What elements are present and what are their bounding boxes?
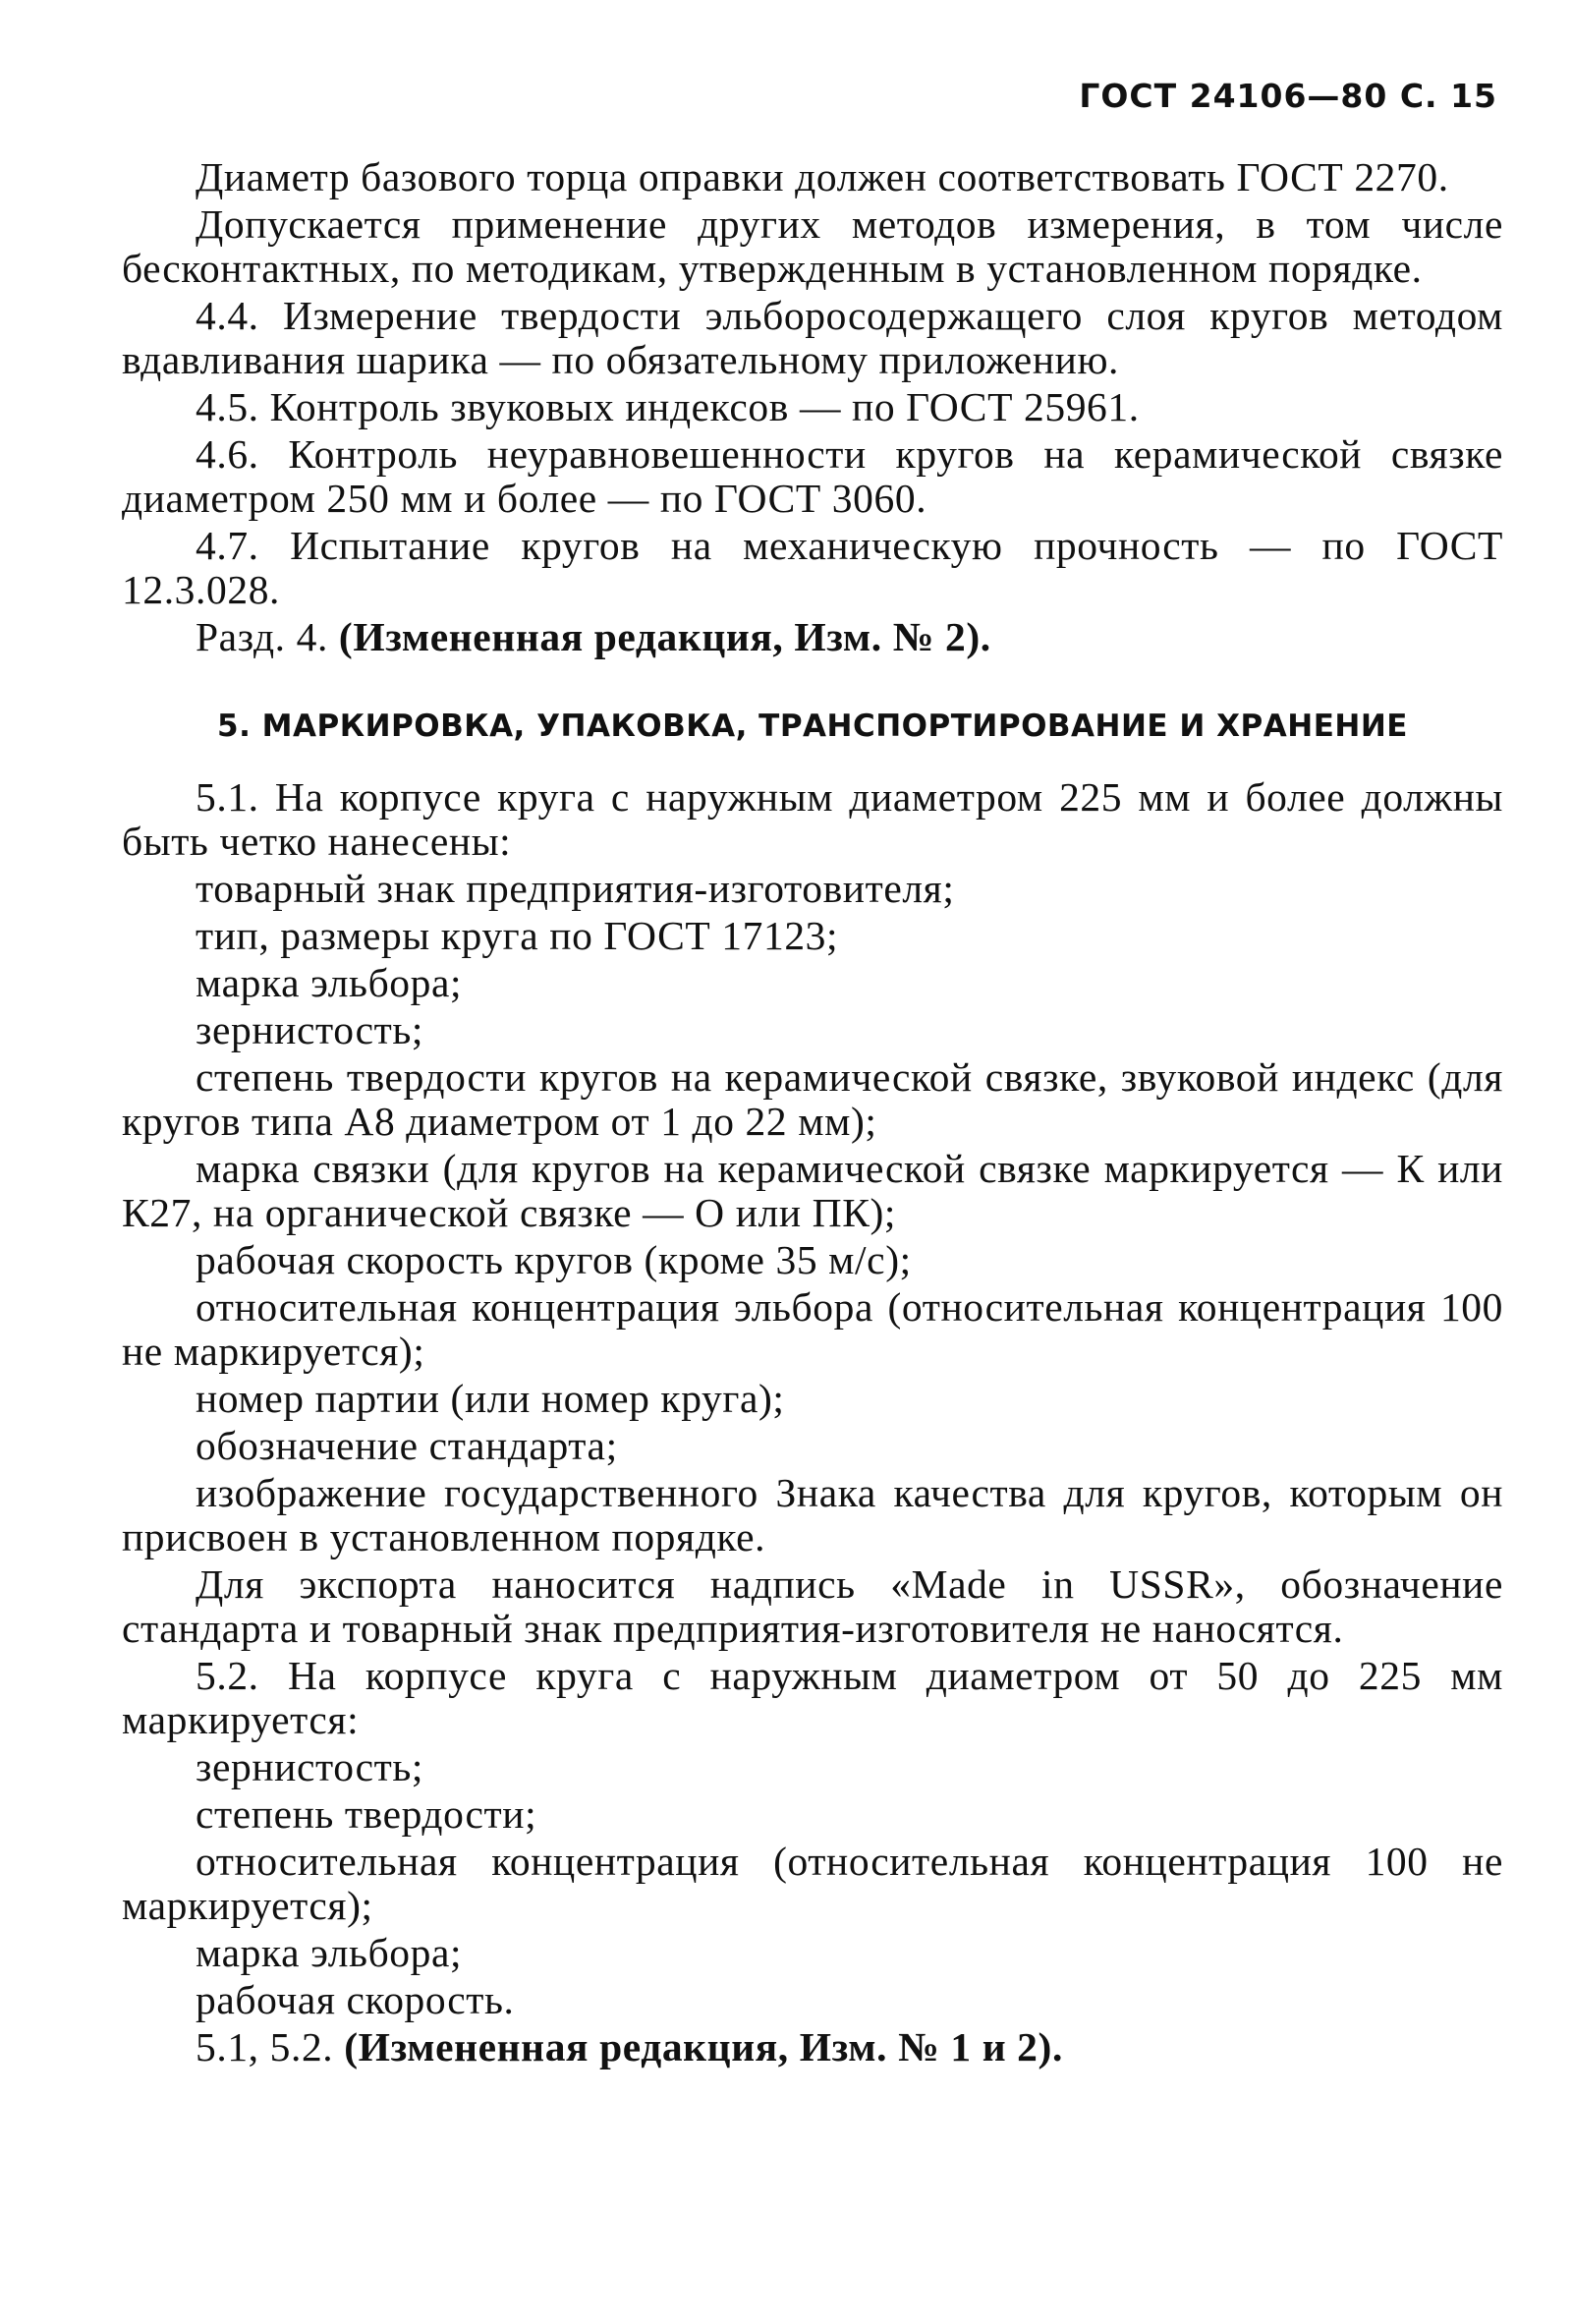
- list-item: степень твердости;: [196, 1791, 537, 1837]
- list-item: зернистость;: [196, 1007, 423, 1052]
- list-item: марка эльбора;: [196, 960, 463, 1005]
- amendment-note: [122, 615, 1503, 659]
- list-item: тип, размеры круга по ГОСТ 17123;: [196, 913, 839, 958]
- amendment-text: (Измененная редакция, Изм. № 2).: [338, 614, 991, 659]
- page-header: ГОСТ 24106—80 С. 15: [1079, 77, 1497, 115]
- paragraph: Диаметр базового торца оправки должен соответствовать ГОСТ 2270.: [196, 154, 1449, 199]
- list-item: обозначение стандарта;: [196, 1423, 618, 1468]
- paragraph: Допускается применение других методов измерения, в том числе бесконтактных, по методикам, утвержденным в установленном порядке.: [122, 201, 1503, 291]
- list-item: марка связки (для кругов на керамической связке маркируется — К или К27, на органической связке — О или ПК);: [122, 1146, 1503, 1235]
- document-body: [122, 155, 1503, 2072]
- list-item: изображение государственного Знака качества для кругов, которым он присвоен в установленном порядке.: [122, 1470, 1503, 1559]
- paragraph-4-7: 4.7. Испытание кругов на механическую прочность — по ГОСТ 12.3.028.: [122, 523, 1503, 612]
- list-item: товарный знак предприятия-изготовителя;: [196, 866, 955, 911]
- paragraph-4-4: 4.4. Измерение твердости эльборосодержащего слоя кругов методом вдавливания шарика — по обязательному приложению.: [122, 293, 1503, 382]
- paragraph-5-1: 5.1. На корпусе круга с наружным диаметром 225 мм и более должны быть четко нанесены:: [122, 774, 1503, 864]
- export-note: Для экспорта наносится надпись «Made in USSR», обозначение стандарта и товарный знак предприятия-изготовителя не наносятся.: [122, 1561, 1503, 1651]
- list-item: относительная концентрация (относительная концентрация 100 не маркируется);: [122, 1839, 1503, 1928]
- paragraph-4-5: 4.5. Контроль звуковых индексов — по ГОСТ 25961.: [196, 384, 1140, 429]
- section-title: 5. МАРКИРОВКА, УПАКОВКА, ТРАНСПОРТИРОВАНИЕ И ХРАНЕНИЕ: [217, 709, 1408, 744]
- amendment-prefix: 5.1, 5.2.: [196, 2024, 334, 2069]
- amendment-prefix: Разд. 4.: [196, 614, 328, 659]
- list-item: номер партии (или номер круга);: [196, 1376, 785, 1421]
- amendment-text: (Измененная редакция, Изм. № 1 и 2).: [344, 2024, 1063, 2069]
- list-item: зернистость;: [196, 1744, 423, 1789]
- list-item: степень твердости кругов на керамической связке, звуковой индекс (для кругов типа А8 диаметром от 1 до 22 мм);: [122, 1054, 1503, 1144]
- list-item: относительная концентрация эльбора (относительная концентрация 100 не маркируется);: [122, 1284, 1503, 1374]
- paragraph-5-2: 5.2. На корпусе круга с наружным диаметром от 50 до 225 мм маркируется:: [122, 1653, 1503, 1742]
- paragraph-4-6: 4.6. Контроль неуравновешенности кругов на керамической связке диаметром 250 мм и более — по ГОСТ 3060.: [122, 431, 1503, 521]
- list-item: рабочая скорость.: [196, 1977, 515, 2022]
- list-item: рабочая скорость кругов (кроме 35 м/с);: [196, 1237, 912, 1282]
- amendment-note: [122, 2025, 1503, 2069]
- list-item: марка эльбора;: [196, 1930, 463, 1975]
